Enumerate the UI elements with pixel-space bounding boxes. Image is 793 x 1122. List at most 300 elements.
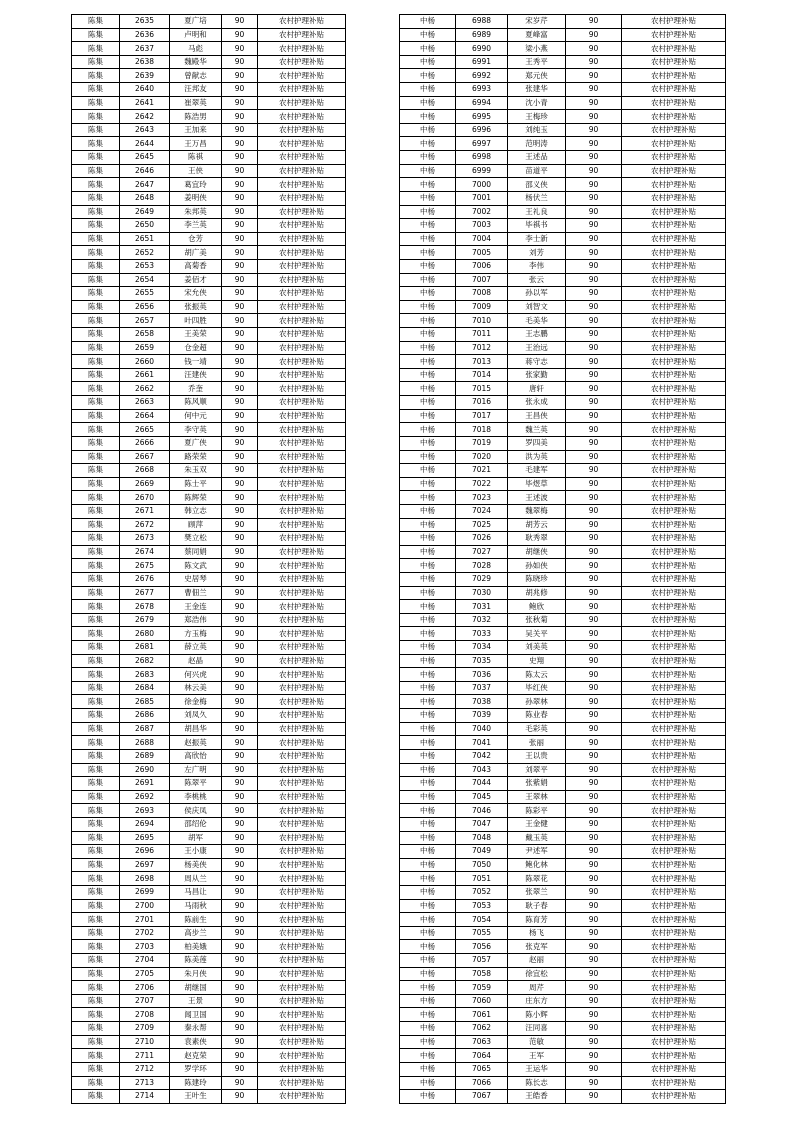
serial-number-cell: 2635 bbox=[120, 15, 170, 29]
table-row bbox=[72, 96, 346, 110]
table-row bbox=[72, 899, 346, 913]
town-cell: 中杨 bbox=[400, 423, 456, 437]
town-cell: 陈集 bbox=[72, 300, 120, 314]
serial-number-cell: 2695 bbox=[120, 831, 170, 845]
serial-number-cell: 2683 bbox=[120, 668, 170, 682]
table-row bbox=[72, 926, 346, 940]
amount-cell: 90 bbox=[222, 314, 258, 328]
serial-number-cell: 2659 bbox=[120, 341, 170, 355]
serial-number-cell: 2685 bbox=[120, 695, 170, 709]
town-cell: 中杨 bbox=[400, 722, 456, 736]
town-cell: 中杨 bbox=[400, 436, 456, 450]
town-cell: 中杨 bbox=[400, 586, 456, 600]
serial-number-cell: 7025 bbox=[456, 518, 508, 532]
town-cell: 陈集 bbox=[72, 627, 120, 641]
amount-cell: 90 bbox=[566, 450, 622, 464]
serial-number-cell: 2674 bbox=[120, 545, 170, 559]
serial-number-cell: 7065 bbox=[456, 1062, 508, 1076]
subsidy-type-cell: 农村护理补贴 bbox=[622, 518, 726, 532]
table-row bbox=[400, 641, 726, 655]
serial-number-cell: 2705 bbox=[120, 967, 170, 981]
serial-number-cell: 2681 bbox=[120, 641, 170, 655]
subsidy-type-cell: 农村护理补贴 bbox=[622, 722, 726, 736]
town-cell: 中杨 bbox=[400, 518, 456, 532]
name-cell: 陈小辉 bbox=[508, 1008, 566, 1022]
subsidy-type-cell: 农村护理补贴 bbox=[622, 1062, 726, 1076]
serial-number-cell: 2684 bbox=[120, 681, 170, 695]
amount-cell: 90 bbox=[222, 586, 258, 600]
subsidy-type-cell: 农村护理补贴 bbox=[622, 627, 726, 641]
name-cell: 罗四美 bbox=[508, 436, 566, 450]
subsidy-type-cell: 农村护理补贴 bbox=[622, 205, 726, 219]
serial-number-cell: 2679 bbox=[120, 613, 170, 627]
town-cell: 陈集 bbox=[72, 314, 120, 328]
subsidy-type-cell: 农村护理补贴 bbox=[622, 314, 726, 328]
name-cell: 卢明和 bbox=[170, 28, 222, 42]
subsidy-type-cell: 农村护理补贴 bbox=[622, 763, 726, 777]
amount-cell: 90 bbox=[566, 42, 622, 56]
name-cell: 梁小燕 bbox=[508, 42, 566, 56]
amount-cell: 90 bbox=[566, 899, 622, 913]
town-cell: 中杨 bbox=[400, 954, 456, 968]
name-cell: 赵振英 bbox=[170, 736, 222, 750]
serial-number-cell: 2710 bbox=[120, 1035, 170, 1049]
serial-number-cell: 2677 bbox=[120, 586, 170, 600]
amount-cell: 90 bbox=[222, 69, 258, 83]
table-row bbox=[400, 55, 726, 69]
town-cell: 陈集 bbox=[72, 749, 120, 763]
name-cell: 胡昌华 bbox=[170, 722, 222, 736]
amount-cell: 90 bbox=[566, 777, 622, 791]
name-cell: 乔奎 bbox=[170, 382, 222, 396]
subsidy-type-cell: 农村护理补贴 bbox=[258, 954, 346, 968]
town-cell: 中杨 bbox=[400, 1090, 456, 1104]
town-cell: 中杨 bbox=[400, 69, 456, 83]
town-cell: 中杨 bbox=[400, 259, 456, 273]
serial-number-cell: 7054 bbox=[456, 913, 508, 927]
serial-number-cell: 2682 bbox=[120, 654, 170, 668]
town-cell: 陈集 bbox=[72, 872, 120, 886]
serial-number-cell: 2637 bbox=[120, 42, 170, 56]
table-row bbox=[400, 137, 726, 151]
town-cell: 陈集 bbox=[72, 423, 120, 437]
town-cell: 陈集 bbox=[72, 464, 120, 478]
name-cell: 张翠兰 bbox=[508, 886, 566, 900]
serial-number-cell: 7039 bbox=[456, 709, 508, 723]
amount-cell: 90 bbox=[222, 681, 258, 695]
subsidy-type-cell: 农村护理补贴 bbox=[622, 477, 726, 491]
table-row bbox=[72, 817, 346, 831]
town-cell: 陈集 bbox=[72, 668, 120, 682]
amount-cell: 90 bbox=[222, 559, 258, 573]
name-cell: 王述波 bbox=[508, 491, 566, 505]
town-cell: 陈集 bbox=[72, 586, 120, 600]
table-row bbox=[72, 763, 346, 777]
serial-number-cell: 2678 bbox=[120, 600, 170, 614]
town-cell: 陈集 bbox=[72, 42, 120, 56]
serial-number-cell: 7043 bbox=[456, 763, 508, 777]
town-cell: 中杨 bbox=[400, 681, 456, 695]
subsidy-type-cell: 农村护理补贴 bbox=[258, 613, 346, 627]
table-row bbox=[400, 695, 726, 709]
table-row bbox=[72, 600, 346, 614]
town-cell: 陈集 bbox=[72, 69, 120, 83]
subsidy-type-cell: 农村护理补贴 bbox=[258, 477, 346, 491]
subsidy-type-cell: 农村护理补贴 bbox=[258, 164, 346, 178]
serial-number-cell: 7030 bbox=[456, 586, 508, 600]
name-cell: 秦永帮 bbox=[170, 1022, 222, 1036]
town-cell: 陈集 bbox=[72, 518, 120, 532]
amount-cell: 90 bbox=[566, 151, 622, 165]
name-cell: 林云美 bbox=[170, 681, 222, 695]
name-cell: 徐宜松 bbox=[508, 967, 566, 981]
subsidy-type-cell: 农村护理补贴 bbox=[258, 110, 346, 124]
table-row bbox=[400, 736, 726, 750]
subsidy-type-cell: 农村护理补贴 bbox=[622, 409, 726, 423]
table-row bbox=[72, 382, 346, 396]
amount-cell: 90 bbox=[222, 504, 258, 518]
name-cell: 邵义侠 bbox=[508, 178, 566, 192]
amount-cell: 90 bbox=[222, 804, 258, 818]
name-cell: 毕祺书 bbox=[508, 219, 566, 233]
name-cell: 顾萍 bbox=[170, 518, 222, 532]
table-row bbox=[72, 300, 346, 314]
amount-cell: 90 bbox=[566, 559, 622, 573]
table-row bbox=[72, 246, 346, 260]
serial-number-cell: 2687 bbox=[120, 722, 170, 736]
serial-number-cell: 7063 bbox=[456, 1035, 508, 1049]
table-row bbox=[72, 1035, 346, 1049]
name-cell: 王秀平 bbox=[508, 55, 566, 69]
name-cell: 陈建玲 bbox=[170, 1076, 222, 1090]
amount-cell: 90 bbox=[222, 464, 258, 478]
name-cell: 高步兰 bbox=[170, 926, 222, 940]
town-cell: 中杨 bbox=[400, 641, 456, 655]
subsidy-type-cell: 农村护理补贴 bbox=[622, 436, 726, 450]
subsidy-type-cell: 农村护理补贴 bbox=[622, 940, 726, 954]
table-row bbox=[400, 110, 726, 124]
serial-number-cell: 2694 bbox=[120, 817, 170, 831]
serial-number-cell: 2669 bbox=[120, 477, 170, 491]
table-row bbox=[72, 940, 346, 954]
name-cell: 王梅珍 bbox=[508, 110, 566, 124]
amount-cell: 90 bbox=[222, 55, 258, 69]
name-cell: 王运华 bbox=[508, 1062, 566, 1076]
serial-number-cell: 7047 bbox=[456, 817, 508, 831]
serial-number-cell: 6990 bbox=[456, 42, 508, 56]
subsidy-type-cell: 农村护理补贴 bbox=[622, 28, 726, 42]
serial-number-cell: 2648 bbox=[120, 191, 170, 205]
amount-cell: 90 bbox=[222, 246, 258, 260]
amount-cell: 90 bbox=[566, 981, 622, 995]
serial-number-cell: 7006 bbox=[456, 259, 508, 273]
subsidy-type-cell: 农村护理补贴 bbox=[622, 641, 726, 655]
serial-number-cell: 7056 bbox=[456, 940, 508, 954]
subsidy-type-cell: 农村护理补贴 bbox=[622, 55, 726, 69]
serial-number-cell: 2656 bbox=[120, 300, 170, 314]
name-cell: 薛立英 bbox=[170, 641, 222, 655]
serial-number-cell: 2714 bbox=[120, 1090, 170, 1104]
table-row bbox=[72, 355, 346, 369]
name-cell: 陈业春 bbox=[508, 709, 566, 723]
subsidy-type-cell: 农村护理补贴 bbox=[622, 559, 726, 573]
town-cell: 陈集 bbox=[72, 355, 120, 369]
serial-number-cell: 2660 bbox=[120, 355, 170, 369]
town-cell: 中杨 bbox=[400, 137, 456, 151]
table-row bbox=[400, 396, 726, 410]
subsidy-type-cell: 农村护理补贴 bbox=[622, 15, 726, 29]
subsidy-type-cell: 农村护理补贴 bbox=[622, 110, 726, 124]
table-row bbox=[400, 96, 726, 110]
town-cell: 陈集 bbox=[72, 954, 120, 968]
amount-cell: 90 bbox=[222, 328, 258, 342]
subsidy-type-cell: 农村护理补贴 bbox=[622, 396, 726, 410]
table-row bbox=[400, 205, 726, 219]
amount-cell: 90 bbox=[222, 396, 258, 410]
town-cell: 陈集 bbox=[72, 777, 120, 791]
amount-cell: 90 bbox=[566, 491, 622, 505]
name-cell: 毛彩英 bbox=[508, 722, 566, 736]
serial-number-cell: 7032 bbox=[456, 613, 508, 627]
town-cell: 中杨 bbox=[400, 967, 456, 981]
amount-cell: 90 bbox=[222, 627, 258, 641]
subsidy-type-cell: 农村护理补贴 bbox=[258, 572, 346, 586]
amount-cell: 90 bbox=[222, 654, 258, 668]
subsidy-type-cell: 农村护理补贴 bbox=[622, 1076, 726, 1090]
town-cell: 陈集 bbox=[72, 110, 120, 124]
name-cell: 王小康 bbox=[170, 845, 222, 859]
subsidy-type-cell: 农村护理补贴 bbox=[258, 804, 346, 818]
serial-number-cell: 2673 bbox=[120, 532, 170, 546]
town-cell: 中杨 bbox=[400, 191, 456, 205]
serial-number-cell: 2652 bbox=[120, 246, 170, 260]
table-row bbox=[72, 110, 346, 124]
subsidy-type-cell: 农村护理补贴 bbox=[622, 423, 726, 437]
amount-cell: 90 bbox=[222, 368, 258, 382]
name-cell: 左广明 bbox=[170, 763, 222, 777]
town-cell: 陈集 bbox=[72, 151, 120, 165]
amount-cell: 90 bbox=[222, 355, 258, 369]
serial-number-cell: 7007 bbox=[456, 273, 508, 287]
town-cell: 陈集 bbox=[72, 436, 120, 450]
town-cell: 陈集 bbox=[72, 450, 120, 464]
subsidy-type-cell: 农村护理补贴 bbox=[622, 572, 726, 586]
amount-cell: 90 bbox=[566, 668, 622, 682]
town-cell: 陈集 bbox=[72, 899, 120, 913]
table-row bbox=[72, 668, 346, 682]
serial-number-cell: 7033 bbox=[456, 627, 508, 641]
table-row bbox=[400, 817, 726, 831]
town-cell: 陈集 bbox=[72, 1049, 120, 1063]
table-row bbox=[400, 423, 726, 437]
amount-cell: 90 bbox=[566, 55, 622, 69]
table-row bbox=[72, 967, 346, 981]
subsidy-type-cell: 农村护理补贴 bbox=[258, 42, 346, 56]
town-cell: 陈集 bbox=[72, 491, 120, 505]
amount-cell: 90 bbox=[566, 28, 622, 42]
amount-cell: 90 bbox=[222, 777, 258, 791]
amount-cell: 90 bbox=[222, 341, 258, 355]
serial-number-cell: 2642 bbox=[120, 110, 170, 124]
name-cell: 陈彩平 bbox=[508, 804, 566, 818]
subsidy-type-cell: 农村护理补贴 bbox=[622, 831, 726, 845]
table-row bbox=[72, 137, 346, 151]
table-row bbox=[72, 491, 346, 505]
subsidy-type-cell: 农村护理补贴 bbox=[258, 817, 346, 831]
subsidy-type-cell: 农村护理补贴 bbox=[258, 1035, 346, 1049]
subsidy-type-cell: 农村护理补贴 bbox=[258, 1022, 346, 1036]
amount-cell: 90 bbox=[566, 709, 622, 723]
name-cell: 陈太云 bbox=[508, 668, 566, 682]
name-cell: 张秋菊 bbox=[508, 613, 566, 627]
subsidy-type-cell: 农村护理补贴 bbox=[258, 1008, 346, 1022]
amount-cell: 90 bbox=[566, 1090, 622, 1104]
serial-number-cell: 2712 bbox=[120, 1062, 170, 1076]
amount-cell: 90 bbox=[222, 287, 258, 301]
town-cell: 中杨 bbox=[400, 668, 456, 682]
serial-number-cell: 7015 bbox=[456, 382, 508, 396]
name-cell: 朱邦英 bbox=[170, 205, 222, 219]
table-row bbox=[400, 600, 726, 614]
name-cell: 胡广美 bbox=[170, 246, 222, 260]
town-cell: 中杨 bbox=[400, 246, 456, 260]
subsidy-type-cell: 农村护理补贴 bbox=[258, 899, 346, 913]
amount-cell: 90 bbox=[566, 532, 622, 546]
town-cell: 陈集 bbox=[72, 328, 120, 342]
table-row bbox=[400, 967, 726, 981]
town-cell: 中杨 bbox=[400, 627, 456, 641]
table-row bbox=[400, 994, 726, 1008]
amount-cell: 90 bbox=[222, 219, 258, 233]
table-row bbox=[72, 287, 346, 301]
name-cell: 陈晓珍 bbox=[508, 572, 566, 586]
subsidy-type-cell: 农村护理补贴 bbox=[622, 382, 726, 396]
subsidy-type-cell: 农村护理补贴 bbox=[622, 178, 726, 192]
subsidy-type-cell: 农村护理补贴 bbox=[258, 15, 346, 29]
subsidy-type-cell: 农村护理补贴 bbox=[622, 300, 726, 314]
subsidy-type-cell: 农村护理补贴 bbox=[258, 28, 346, 42]
subsidy-type-cell: 农村护理补贴 bbox=[258, 668, 346, 682]
name-cell: 夏广培 bbox=[170, 15, 222, 29]
subsidy-type-cell: 农村护理补贴 bbox=[622, 355, 726, 369]
serial-number-cell: 7004 bbox=[456, 232, 508, 246]
name-cell: 蒋守志 bbox=[508, 355, 566, 369]
table-row bbox=[400, 83, 726, 97]
amount-cell: 90 bbox=[222, 940, 258, 954]
amount-cell: 90 bbox=[566, 368, 622, 382]
amount-cell: 90 bbox=[566, 763, 622, 777]
name-cell: 马彪 bbox=[170, 42, 222, 56]
amount-cell: 90 bbox=[222, 110, 258, 124]
subsidy-type-cell: 农村护理补贴 bbox=[258, 1090, 346, 1104]
town-cell: 中杨 bbox=[400, 1076, 456, 1090]
table-row bbox=[400, 368, 726, 382]
town-cell: 中杨 bbox=[400, 123, 456, 137]
amount-cell: 90 bbox=[222, 872, 258, 886]
town-cell: 陈集 bbox=[72, 641, 120, 655]
town-cell: 陈集 bbox=[72, 382, 120, 396]
serial-number-cell: 7013 bbox=[456, 355, 508, 369]
serial-number-cell: 2670 bbox=[120, 491, 170, 505]
subsidy-type-cell: 农村护理补贴 bbox=[622, 872, 726, 886]
amount-cell: 90 bbox=[566, 722, 622, 736]
amount-cell: 90 bbox=[222, 232, 258, 246]
amount-cell: 90 bbox=[222, 151, 258, 165]
amount-cell: 90 bbox=[566, 1049, 622, 1063]
name-cell: 王万昌 bbox=[170, 137, 222, 151]
table-row bbox=[400, 28, 726, 42]
subsidy-type-cell: 农村护理补贴 bbox=[258, 300, 346, 314]
table-row bbox=[400, 954, 726, 968]
name-cell: 范敏 bbox=[508, 1035, 566, 1049]
amount-cell: 90 bbox=[566, 504, 622, 518]
table-row bbox=[400, 477, 726, 491]
name-cell: 宋允侠 bbox=[170, 287, 222, 301]
amount-cell: 90 bbox=[566, 613, 622, 627]
amount-cell: 90 bbox=[566, 396, 622, 410]
town-cell: 中杨 bbox=[400, 355, 456, 369]
name-cell: 刘芳 bbox=[508, 246, 566, 260]
serial-number-cell: 7040 bbox=[456, 722, 508, 736]
table-row bbox=[400, 151, 726, 165]
table-row bbox=[72, 1076, 346, 1090]
subsidy-type-cell: 农村护理补贴 bbox=[622, 749, 726, 763]
town-cell: 中杨 bbox=[400, 831, 456, 845]
name-cell: 郑元侠 bbox=[508, 69, 566, 83]
amount-cell: 90 bbox=[222, 273, 258, 287]
serial-number-cell: 7034 bbox=[456, 641, 508, 655]
town-cell: 中杨 bbox=[400, 1049, 456, 1063]
table-row bbox=[72, 409, 346, 423]
serial-number-cell: 7014 bbox=[456, 368, 508, 382]
serial-number-cell: 2675 bbox=[120, 559, 170, 573]
town-cell: 中杨 bbox=[400, 382, 456, 396]
subsidy-type-cell: 农村护理补贴 bbox=[258, 518, 346, 532]
name-cell: 耿子春 bbox=[508, 899, 566, 913]
subsidy-type-cell: 农村护理补贴 bbox=[258, 436, 346, 450]
name-cell: 马雨秋 bbox=[170, 899, 222, 913]
subsidy-type-cell: 农村护理补贴 bbox=[622, 328, 726, 342]
table-row bbox=[400, 668, 726, 682]
table-row bbox=[72, 559, 346, 573]
table-row bbox=[72, 586, 346, 600]
town-cell: 中杨 bbox=[400, 736, 456, 750]
amount-cell: 90 bbox=[222, 749, 258, 763]
name-cell: 王美荣 bbox=[170, 328, 222, 342]
serial-number-cell: 7037 bbox=[456, 681, 508, 695]
name-cell: 魏殿华 bbox=[170, 55, 222, 69]
town-cell: 中杨 bbox=[400, 287, 456, 301]
serial-number-cell: 2665 bbox=[120, 423, 170, 437]
town-cell: 中杨 bbox=[400, 178, 456, 192]
amount-cell: 90 bbox=[566, 872, 622, 886]
name-cell: 葛宜玲 bbox=[170, 178, 222, 192]
serial-number-cell: 7001 bbox=[456, 191, 508, 205]
subsidy-type-cell: 农村护理补贴 bbox=[258, 790, 346, 804]
table-row bbox=[400, 1035, 726, 1049]
subsidy-type-cell: 农村护理补贴 bbox=[622, 654, 726, 668]
amount-cell: 90 bbox=[566, 627, 622, 641]
table-row bbox=[400, 1090, 726, 1104]
table-row bbox=[400, 777, 726, 791]
serial-number-cell: 6992 bbox=[456, 69, 508, 83]
amount-cell: 90 bbox=[566, 845, 622, 859]
table-row bbox=[72, 232, 346, 246]
town-cell: 中杨 bbox=[400, 545, 456, 559]
name-cell: 毛建军 bbox=[508, 464, 566, 478]
amount-cell: 90 bbox=[222, 668, 258, 682]
subsidy-type-cell: 农村护理补贴 bbox=[622, 191, 726, 205]
